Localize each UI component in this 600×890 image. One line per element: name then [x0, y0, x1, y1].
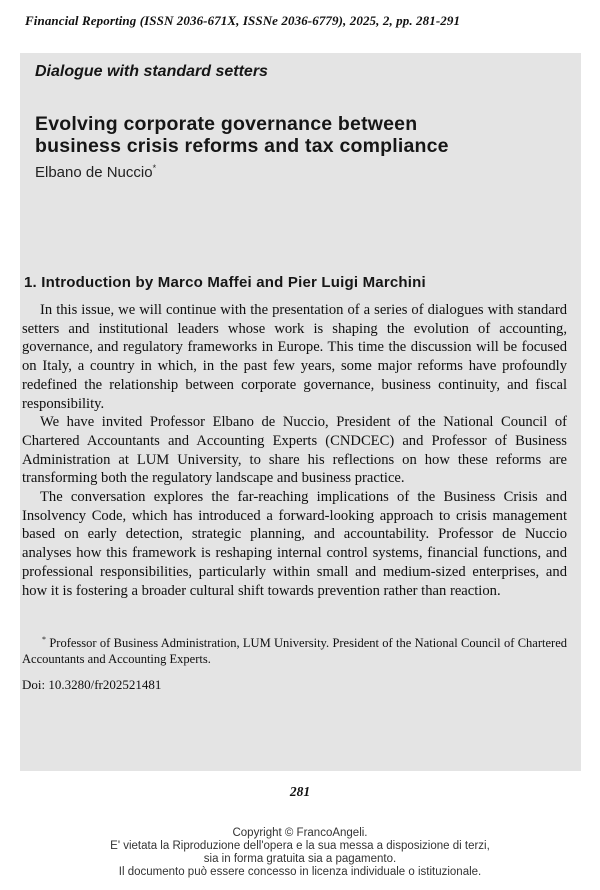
intro-paragraph-2: We have invited Professor Elbano de Nuccio, President of the National Council of Chartered Accountants and Accounting Experts (CNDCEC) and Professor of Business Administration at LUM University, to share his reflections on how these reforms are transforming both the regulatory landscape and business practice. [22, 414, 567, 487]
section-heading: 1. Introduction by Marco Maffei and Pier Luigi Marchini [24, 274, 426, 291]
article-title-line1: Evolving corporate governance between [35, 113, 418, 135]
copyright-line-1: Copyright © FrancoAngeli. [232, 827, 368, 839]
author-footnote-marker: * [152, 163, 157, 173]
author-line [35, 164, 567, 182]
copyright-line-3: sia in forma gratuita sia a pagamento. [203, 853, 397, 865]
intro-paragraph-1: In this issue, we will continue with the presentation of a series of dialogues with standard setters and institutional leaders whose work is shaping the evolution of accounting, governance, and regulatory frameworks in Europe. This time the discussion will be focused on Italy, a country in which, in the past few years, some major reforms have profoundly redefined the relationship between corporate governance, business continuity, and fiscal responsibility. [22, 302, 567, 412]
copyright-line-4: Il documento può essere concesso in licenza individuale o istituzionale. [118, 866, 482, 878]
article-title-line2: business crisis reforms and tax compliance [35, 134, 449, 157]
copyright-line-2: E' vietata la Riproduzione dell'opera e la sua messa a disposizione di terzi, [110, 840, 490, 852]
journal-header-text: Financial Reporting (ISSN 2036-671X, ISSNe 2036-6779), 2025, 2, pp. 281-291 [25, 13, 461, 28]
footnote-asterisk: * [42, 635, 46, 645]
author-footnote [22, 636, 567, 667]
intro-paragraph-3: The conversation explores the far-reaching implications of the Business Crisis and Insolvency Code, which has introduced a forward-looking approach to crisis management based on early detection, strategic planning, and accountability. Professor de Nuccio analyses how this framework is reshaping internal control systems, financial functions, and professional responsibilities, particularly within small and medium-sized enterprises, and how it is fostering a broader cultural shift towards prevention rather than reaction. [22, 489, 567, 599]
copyright-notice [0, 827, 600, 879]
author-name: Elbano de Nuccio [35, 164, 153, 181]
doi-text: Doi: 10.3280/fr202521481 [22, 677, 162, 693]
rubric-label: Dialogue with standard setters [35, 63, 268, 80]
page-number: 281 [289, 784, 311, 799]
article-panel [20, 53, 581, 771]
article-title [35, 114, 567, 157]
footnote-text: Professor of Business Administration, LUM University. President of the National Council of Chartered Accountants and Accounting Experts. [22, 636, 567, 666]
